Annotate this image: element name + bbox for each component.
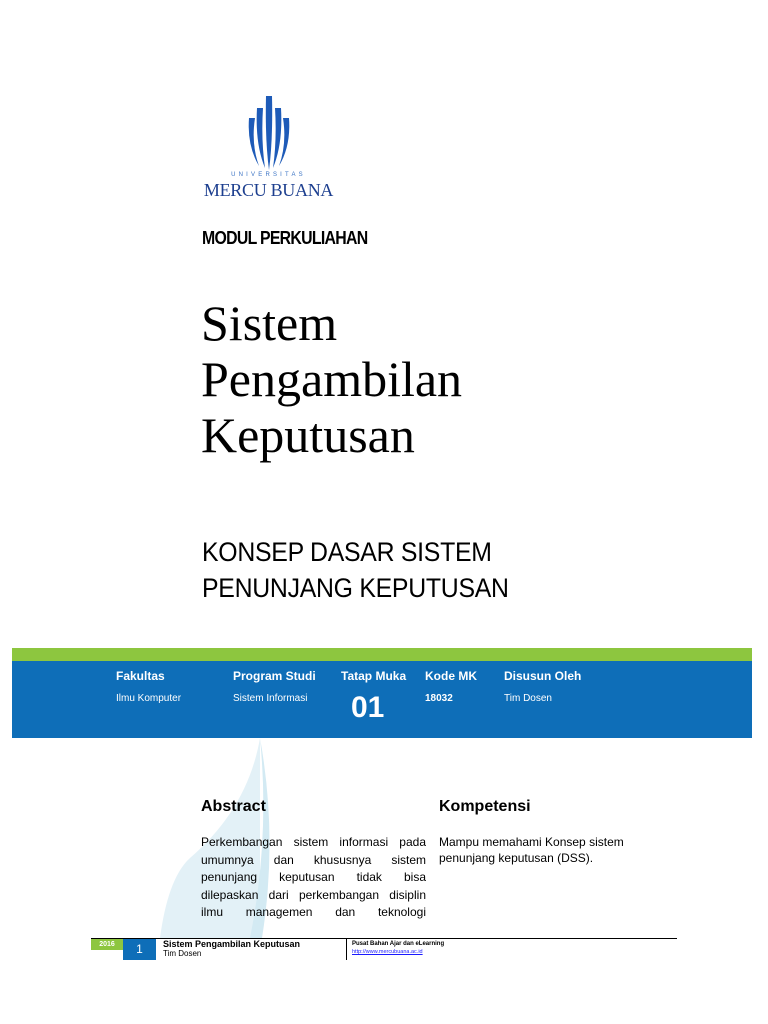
course-title-line: Sistem [201, 295, 338, 351]
fakultas-value: Ilmu Komputer [116, 693, 182, 704]
footer-author: Tim Dosen [163, 949, 202, 958]
footer-website-link[interactable]: http://www.mercubuana.ac.id [352, 949, 423, 955]
topic-title [202, 534, 644, 606]
fakultas-label: Fakultas [116, 669, 165, 683]
program-studi-label: Program Studi [233, 669, 316, 683]
disusun-oleh-value: Tim Dosen [504, 693, 552, 704]
footer-year: 2016 [91, 939, 123, 950]
footer-course-title: Sistem Pengambilan Keputusan [163, 939, 301, 949]
tatap-muka-value: 01 [351, 691, 385, 724]
course-info-band [12, 661, 752, 738]
topic-title-line: KONSEP DASAR SISTEM [202, 537, 492, 567]
module-label: MODUL PERKULIAHAN [202, 228, 368, 248]
program-studi-value: Sistem Informasi [233, 693, 308, 704]
kompetensi-text: Mampu memahami Konsep sistem penunjang keputusan (DSS). [439, 835, 624, 865]
footer-page-number: 1 [123, 939, 156, 960]
tatap-muka-label: Tatap Muka [341, 669, 407, 683]
course-title-line: Keputusan [201, 407, 415, 463]
footer-organization: Pusat Bahan Ajar dan eLearning [352, 941, 445, 947]
course-title-line: Pengambilan [201, 351, 463, 407]
abstract-heading: Abstract [201, 798, 266, 815]
green-accent-strip [12, 648, 752, 661]
abstract-text: Perkembangan sistem informasi pada umumnya dan khususnya sistem penunjang keputusan tidak bisa dilepaskan dari perkembangan disiplin ilmu managemen dan teknologi [201, 835, 426, 919]
course-title [201, 295, 721, 463]
kode-mk-label: Kode MK [425, 669, 477, 683]
disusun-oleh-label: Disusun Oleh [504, 669, 582, 683]
footer-separator [346, 939, 347, 960]
logo-university-name: MERCU BUANA [203, 180, 334, 200]
mercu-buana-emblem-icon [245, 96, 293, 172]
topic-title-line: PENUNJANG KEPUTUSAN [202, 573, 509, 603]
university-logo [201, 92, 336, 207]
kode-mk-value: 18032 [425, 693, 453, 704]
kompetensi-heading: Kompetensi [439, 798, 531, 815]
logo-university-small: UNIVERSITAS [231, 172, 306, 178]
